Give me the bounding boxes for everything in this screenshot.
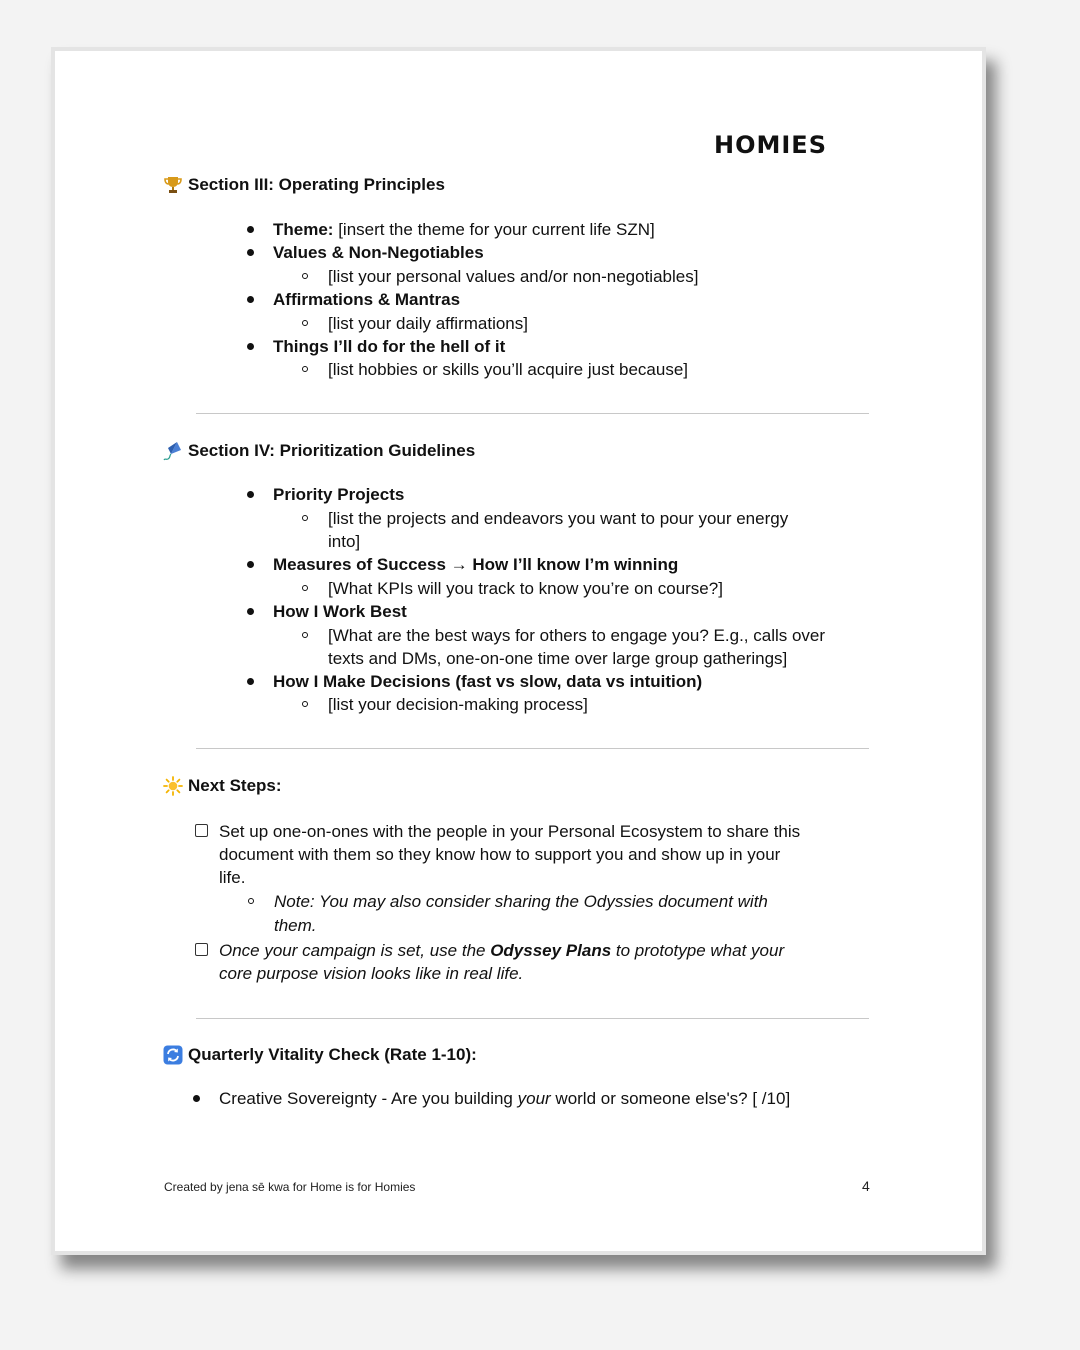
step-2-pre: Once your campaign is set, use the [219, 941, 491, 960]
measures-label: Measures of Success → How I’ll know I’m winning [273, 555, 679, 574]
trophy-icon [163, 175, 183, 195]
divider [196, 413, 869, 414]
section-3-heading [163, 175, 445, 195]
footer-credit: Created by jena sē kwa for Home is for Homies [164, 1180, 416, 1194]
step-2-line-1 [219, 939, 784, 962]
decisions-label: How I Make Decisions (fast vs slow, data vs intuition) [273, 672, 703, 691]
page-number: 4 [862, 1178, 870, 1194]
bullet [247, 296, 254, 303]
homies-logo: HOMIES [714, 131, 827, 159]
kite-icon [163, 441, 183, 461]
sub-bullet [302, 585, 308, 591]
work-label: How I Work Best [273, 602, 407, 621]
vitality-item-emphasis: your [517, 1089, 551, 1108]
creative-sovereignty-item [219, 1087, 790, 1110]
work-sub-line-2: texts and DMs, one-on-one time over large group gatherings] [328, 649, 788, 668]
next-steps-title: Next Steps: [188, 776, 282, 795]
priority-label: Priority Projects [273, 485, 405, 504]
sub-bullet [302, 320, 308, 326]
cycle-arrows-icon [163, 1045, 183, 1065]
bullet [247, 226, 254, 233]
decisions-sub: [list your decision-making process] [328, 695, 588, 714]
bullet [247, 491, 254, 498]
priority-sub-line-2: into] [328, 532, 361, 551]
note-line-2: them. [274, 916, 317, 935]
theme-item [273, 218, 655, 241]
checkbox-odyssey-plans[interactable] [195, 943, 208, 956]
affirmations-sub: [list your daily affirmations] [328, 314, 528, 333]
bullet [247, 343, 254, 350]
vitality-title: Quarterly Vitality Check (Rate 1-10): [188, 1045, 477, 1064]
values-label: Values & Non-Negotiables [273, 243, 484, 262]
note-line-1: Note: You may also consider sharing the Odyssies document with [274, 892, 768, 911]
vitality-heading [163, 1045, 477, 1065]
measures-sub: [What KPIs will you track to know you’re on course?] [328, 579, 723, 598]
affirmations-label: Affirmations & Mantras [273, 290, 461, 309]
things-sub: [list hobbies or skills you’ll acquire just because] [328, 360, 689, 379]
bullet [247, 608, 254, 615]
things-label: Things I’ll do for the hell of it [273, 337, 506, 356]
sub-bullet [302, 632, 308, 638]
section-4-heading [163, 441, 475, 461]
bullet [247, 678, 254, 685]
step-1-line-2: document with them so they know how to support you and show up in your [219, 845, 781, 864]
divider [196, 1018, 869, 1019]
sub-bullet [302, 366, 308, 372]
section-4-title: Section IV: Prioritization Guidelines [188, 441, 476, 460]
work-sub-line-1: [What are the best ways for others to engage you? E.g., calls over [328, 626, 826, 645]
step-1-line-3: life. [219, 868, 246, 887]
odyssey-plans-link: Odyssey Plans [490, 941, 612, 960]
vitality-item-pre: Creative Sovereignty - Are you building [219, 1089, 518, 1108]
step-1-line-1: Set up one-on-ones with the people in your Personal Ecosystem to share this [219, 822, 801, 841]
divider [196, 748, 869, 749]
bullet [247, 249, 254, 256]
sub-bullet [248, 898, 254, 904]
section-3-title: Section III: Operating Principles [188, 175, 445, 194]
sun-icon [163, 776, 183, 796]
theme-text: [insert the theme for your current life SZN] [333, 220, 655, 239]
sub-bullet [302, 273, 308, 279]
vitality-item-post: world or someone else's? [ /10] [550, 1089, 791, 1108]
checkbox-setup-one-on-ones[interactable] [195, 824, 208, 837]
step-2-post: to prototype what your [611, 941, 785, 960]
bullet [247, 561, 254, 568]
theme-label: Theme: [273, 220, 334, 239]
sub-bullet [302, 515, 308, 521]
bullet [193, 1095, 200, 1102]
next-steps-heading [163, 776, 282, 796]
priority-sub-line-1: [list the projects and endeavors you want to pour your energy [328, 509, 789, 528]
values-sub: [list your personal values and/or non-negotiables] [328, 267, 699, 286]
step-2-line-2: core purpose vision looks like in real life. [219, 964, 524, 983]
sub-bullet [302, 701, 308, 707]
